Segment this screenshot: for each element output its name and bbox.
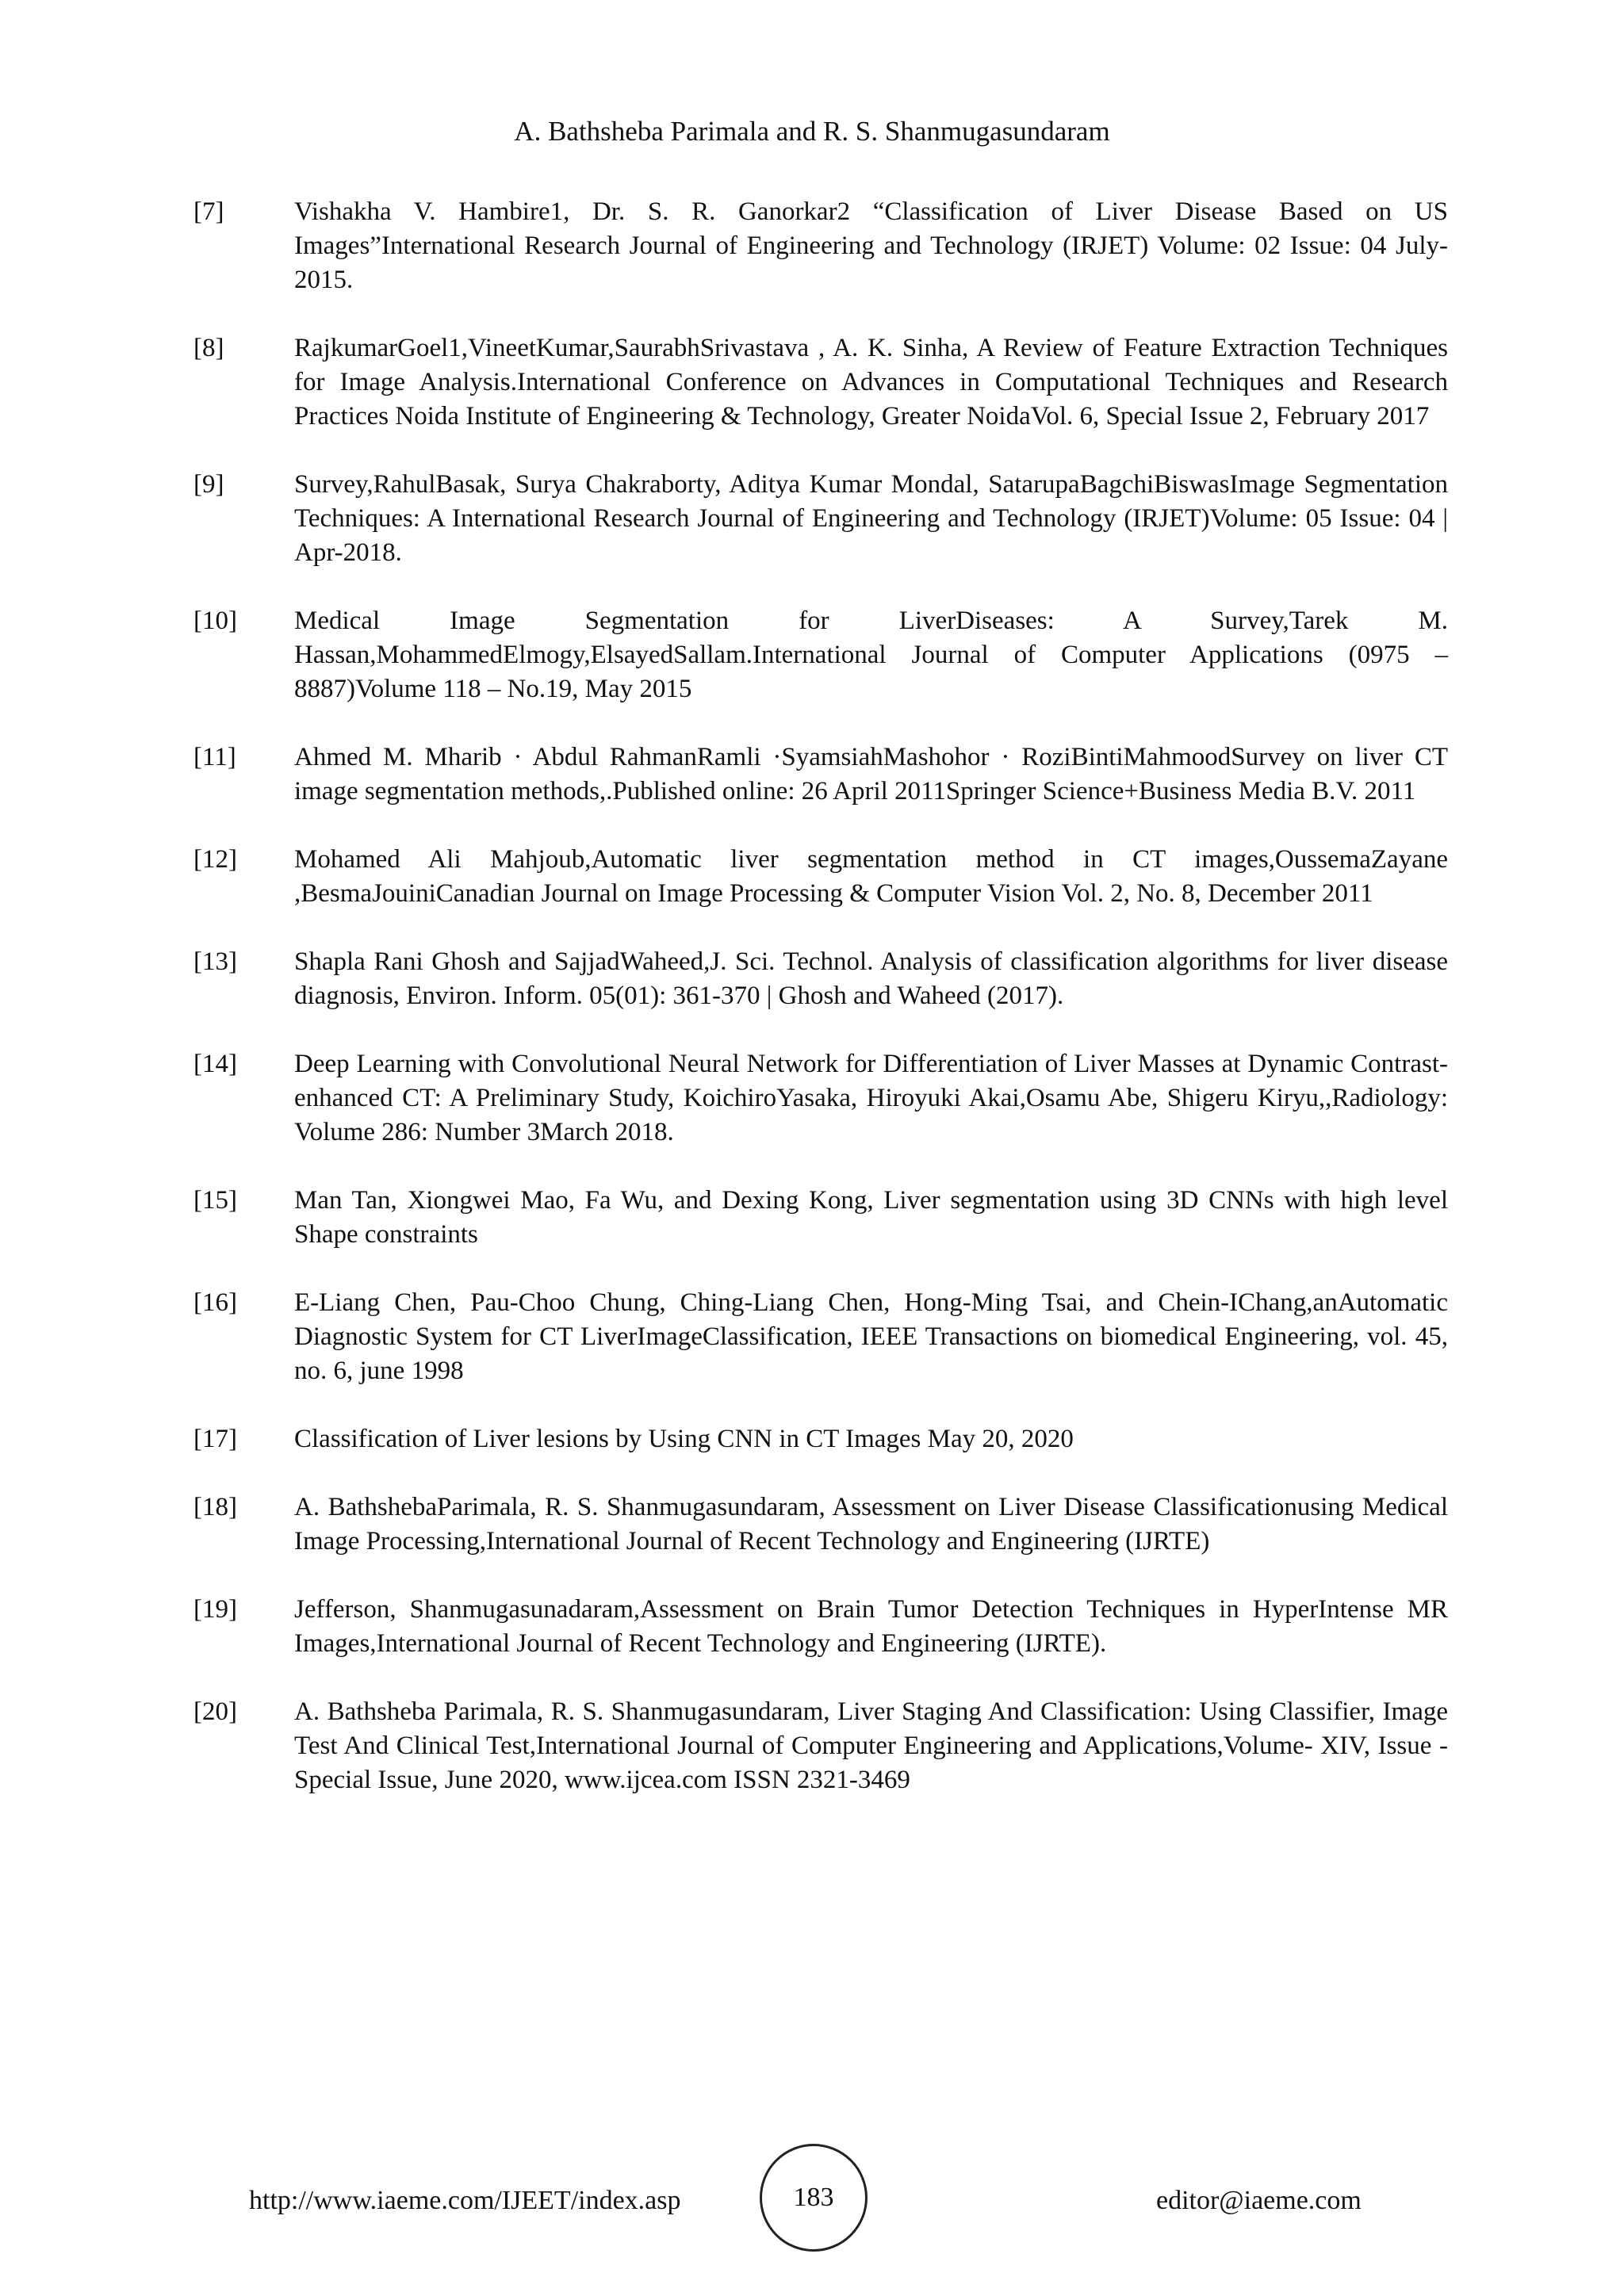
reference-item xyxy=(193,843,1448,911)
reference-text: Mohamed Ali Mahjoub,Automatic liver segmentation method in CT images,OussemaZayane ,BesmaJouiniCanadian Journal on Image Processing & Computer Vision Vol. 2, No. 8, December 2011 xyxy=(294,845,1448,908)
reference-item xyxy=(193,195,1448,297)
reference-item xyxy=(193,604,1448,706)
reference-number: [10] xyxy=(193,607,237,635)
reference-text: E-Liang Chen, Pau-Choo Chung, Ching-Liang Chen, Hong-Ming Tsai, and Chein-IChang,anAutomatic Diagnostic System for CT LiverImageClassification, IEEE Transactions on biomedical Engineering, vol. 45, no. 6, june 1998 xyxy=(294,1288,1448,1385)
page-footer xyxy=(0,2144,1624,2255)
reference-number: [18] xyxy=(193,1493,237,1521)
reference-number: [9] xyxy=(193,470,224,499)
reference-item xyxy=(193,1184,1448,1252)
reference-text: Deep Learning with Convolutional Neural Network for Differentiation of Liver Masses at Dynamic Contrast-enhanced CT: A Preliminary Study, KoichiroYasaka, Hiroyuki Akai,Osamu Abe, Shigeru Kiryu,,Radiology: Volume 286: Number 3March 2018. xyxy=(294,1050,1448,1146)
reference-number: [13] xyxy=(193,947,237,976)
reference-item xyxy=(193,1047,1448,1150)
running-head: A. Bathsheba Parimala and R. S. Shanmugasundaram xyxy=(514,116,1110,147)
reference-item xyxy=(193,1695,1448,1797)
reference-item xyxy=(193,740,1448,809)
reference-number: [12] xyxy=(193,845,237,874)
reference-item xyxy=(193,1593,1448,1661)
reference-text: A. Bathsheba Parimala, R. S. Shanmugasundaram, Liver Staging And Classification: Using Classifier, Image Test And Clinical Test,International Journal of Computer Engineering and Applications,Volume- XIV, Issue - Special Issue, June 2020, www.ijcea.com ISSN 2321-3469 xyxy=(294,1697,1448,1794)
journal-url-link[interactable]: http://www.iaeme.com/IJEET/index.asp xyxy=(249,2186,681,2215)
reference-text: Vishakha V. Hambire1, Dr. S. R. Ganorkar2 “Classification of Liver Disease Based on US Images”International Research Journal of Engineering and Technology (IRJET) Volume: 02 Issue: 04 July-2015. xyxy=(294,197,1448,294)
editor-email-link[interactable]: editor@iaeme.com xyxy=(1156,2186,1362,2215)
reference-number: [11] xyxy=(193,743,236,771)
reference-number: [17] xyxy=(193,1425,237,1453)
reference-text: Classification of Liver lesions by Using CNN in CT Images May 20, 2020 xyxy=(294,1425,1074,1453)
reference-text: Man Tan, Xiongwei Mao, Fa Wu, and Dexing Kong, Liver segmentation using 3D CNNs with high level Shape constraints xyxy=(294,1186,1448,1249)
reference-number: [16] xyxy=(193,1288,237,1317)
reference-text: Shapla Rani Ghosh and SajjadWaheed,J. Sci. Technol. Analysis of classification algorithms for liver disease diagnosis, Environ. Inform. 05(01): 361-370 | Ghosh and Waheed (2017). xyxy=(294,947,1448,1010)
reference-number: [15] xyxy=(193,1186,237,1215)
reference-item xyxy=(193,331,1448,434)
reference-item xyxy=(193,1490,1448,1559)
reference-number: [8] xyxy=(193,334,224,362)
reference-number: [7] xyxy=(193,197,224,226)
reference-item xyxy=(193,1286,1448,1388)
reference-list xyxy=(193,195,1448,1831)
reference-text: Medical Image Segmentation for LiverDiseases: A Survey,Tarek M. Hassan,MohammedElmogy,ElsayedSallam.International Journal of Computer Applications (0975 – 8887)Volume 118 – No.19, May 2015 xyxy=(294,607,1448,703)
reference-text: A. BathshebaParimala, R. S. Shanmugasundaram, Assessment on Liver Disease Classificationusing Medical Image Processing,International Journal of Recent Technology and Engineering (IJRTE) xyxy=(294,1493,1448,1556)
reference-item xyxy=(193,468,1448,570)
reference-text: Ahmed M. Mharib · Abdul RahmanRamli ·SyamsiahMashohor · RoziBintiMahmoodSurvey on liver CT image segmentation methods,.Published online: 26 April 2011Springer Science+Business Media B.V. 2011 xyxy=(294,743,1448,806)
reference-number: [20] xyxy=(193,1697,237,1726)
reference-item xyxy=(193,1422,1448,1456)
page-number-badge: 183 xyxy=(760,2144,868,2252)
reference-text: Survey,RahulBasak, Surya Chakraborty, Aditya Kumar Mondal, SatarupaBagchiBiswasImage Segmentation Techniques: A International Research Journal of Engineering and Technology (IRJET)Volume: 05 Issue: 04 | Apr-2018. xyxy=(294,470,1448,567)
reference-text: Jefferson, Shanmugasunadaram,Assessment on Brain Tumor Detection Techniques in HyperIntense MR Images,International Journal of Recent Technology and Engineering (IJRTE). xyxy=(294,1595,1448,1658)
reference-text: RajkumarGoel1,VineetKumar,SaurabhSrivastava , A. K. Sinha, A Review of Feature Extraction Techniques for Image Analysis.International Conference on Advances in Computational Techniques and Research Practices Noida Institute of Engineering & Technology, Greater NoidaVol. 6, Special Issue 2, February 2017 xyxy=(294,334,1448,430)
reference-item xyxy=(193,945,1448,1013)
reference-number: [14] xyxy=(193,1050,237,1078)
reference-number: [19] xyxy=(193,1595,237,1624)
